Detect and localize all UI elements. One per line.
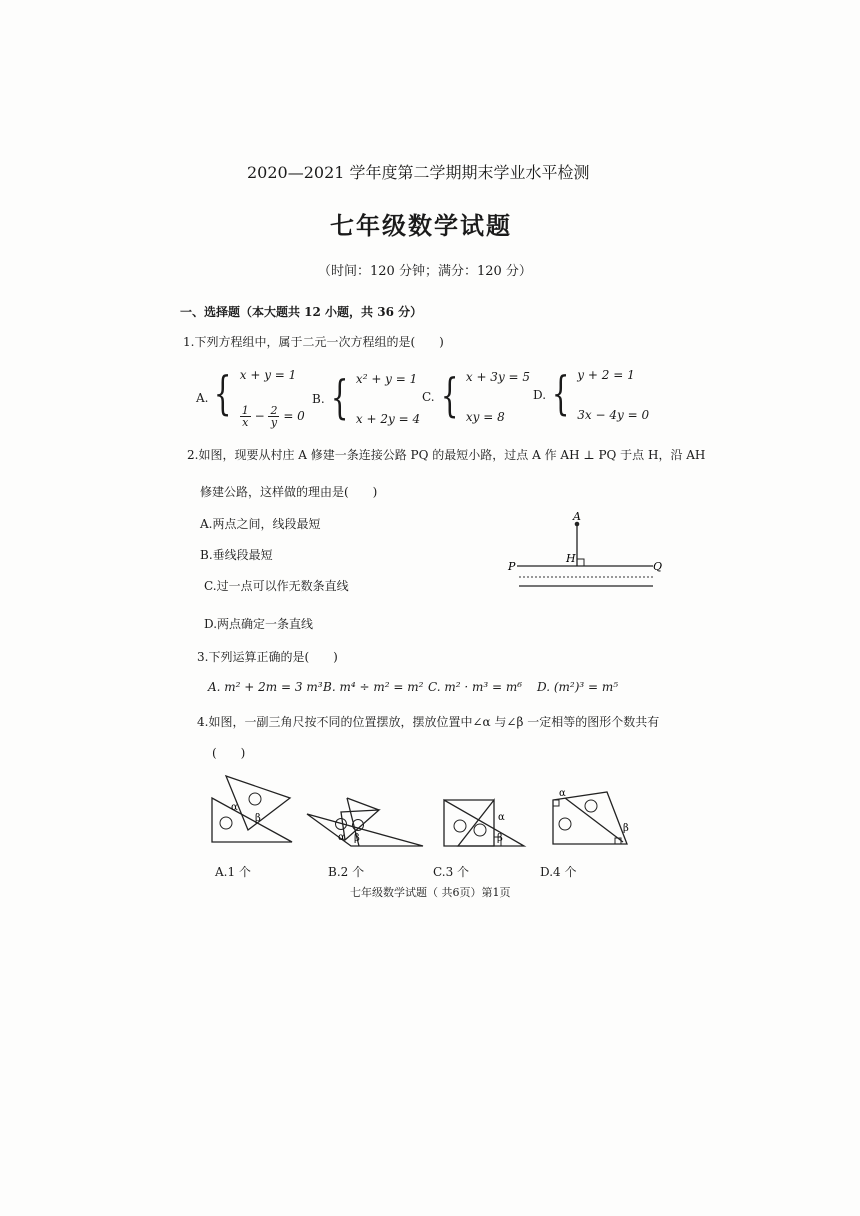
subject-title: 七年级数学试题 (330, 211, 512, 240)
brace-icon: { (440, 368, 459, 422)
alpha-label: α (338, 832, 345, 843)
q3-stem: 3.下列运算正确的是( ) (197, 650, 338, 664)
q1-option-c (422, 370, 530, 424)
beta-label: β (354, 833, 360, 844)
q4-option-b: B.2 个 (328, 865, 365, 879)
q4-stem-line1: 4.如图，一副三角尺按不同的位置摆放，摆放位置中∠α 与∠β 一定相等的图形个数共有 (197, 715, 660, 729)
q2-stem-line2: 修建公路，这样做的理由是( ) (200, 485, 378, 499)
q2-option-a: A.两点之间，线段最短 (200, 517, 321, 531)
brace-icon: { (214, 366, 232, 420)
q2-option-b: B.垂线段最短 (200, 548, 273, 562)
section-heading: 一、选择题（本大题共 12 小题，共 36 分） (180, 305, 423, 319)
q4-figure-d (547, 786, 637, 856)
q2-option-d: D.两点确定一条直线 (204, 617, 314, 631)
q3-option-c: C. m² · m³ = m⁶ (428, 680, 523, 694)
q3-option-d: D. (m²)³ = m⁵ (537, 680, 619, 694)
beta-label: β (623, 823, 629, 834)
alpha-label: α (231, 802, 238, 813)
beta-label: β (255, 813, 261, 824)
q3-option-a: A. m² + 2m = 3 m³ (208, 680, 323, 694)
q2-option-c: C.过一点可以作无数条直线 (204, 579, 349, 593)
exam-title: 2020—2021 学年度第二学期期末学业水平检测 (247, 163, 590, 182)
q1-option-b-label: B. (312, 392, 325, 406)
beta-label: β (497, 833, 503, 844)
q1-option-c-label: C. (422, 390, 435, 404)
q1-stem: 1.下列方程组中，属于二元一次方程组的是( ) (183, 335, 444, 349)
label-h: H (566, 552, 576, 565)
q1-b-eq1: x² + y = 1 (355, 372, 418, 386)
alpha-label: α (559, 788, 566, 799)
brace-icon: { (330, 370, 349, 424)
q2-stem-line1: 2.如图，现要从村庄 A 修建一条连接公路 PQ 的最短小路，过点 A 作 AH ⊥ PQ 于点 H，沿 AH (187, 448, 706, 462)
page-footer: 七年级数学试题（ 共6页）第1页 (350, 886, 511, 899)
label-q: Q (653, 560, 663, 573)
right-angle-mark (577, 559, 584, 566)
q1-b-eq2: x + 2y = 4 (355, 412, 421, 426)
q4-option-c: C.3 个 (433, 865, 470, 879)
q1-d-eq1: y + 2 = 1 (577, 368, 635, 382)
label-p: P (508, 560, 516, 573)
q4-option-a: A.1 个 (215, 865, 251, 879)
q4-figure-c (440, 796, 530, 856)
q3-option-b: B. m⁴ ÷ m² = m² (323, 680, 424, 694)
alpha-label: α (498, 812, 505, 823)
q1-option-a-label: A. (196, 391, 209, 405)
q1-c-eq1: x + 3y = 5 (465, 370, 531, 384)
q1-c-eq2: xy = 8 (465, 410, 505, 424)
q4-figure-a (208, 772, 298, 852)
q4-option-d: D.4 个 (540, 865, 577, 879)
q1-option-d-label: D. (533, 388, 547, 402)
q4-figure-b (305, 790, 425, 870)
time-info: （时间：120 分钟；满分：120 分） (318, 264, 532, 279)
q1-option-d (533, 368, 649, 422)
brace-icon: { (551, 366, 570, 420)
q1-option-a (196, 368, 305, 428)
q1-a-eq2: $\frac{1}{x}$ − $\frac{2}{y}$ = 0 (241, 404, 305, 429)
q2-figure (505, 508, 675, 598)
q1-option-b (312, 372, 420, 426)
label-a: A (573, 510, 581, 523)
q4-stem-line2: ( ) (212, 746, 246, 760)
q1-d-eq2: 3x − 4y = 0 (577, 408, 650, 422)
q1-a-eq1: x + y = 1 (239, 368, 297, 382)
